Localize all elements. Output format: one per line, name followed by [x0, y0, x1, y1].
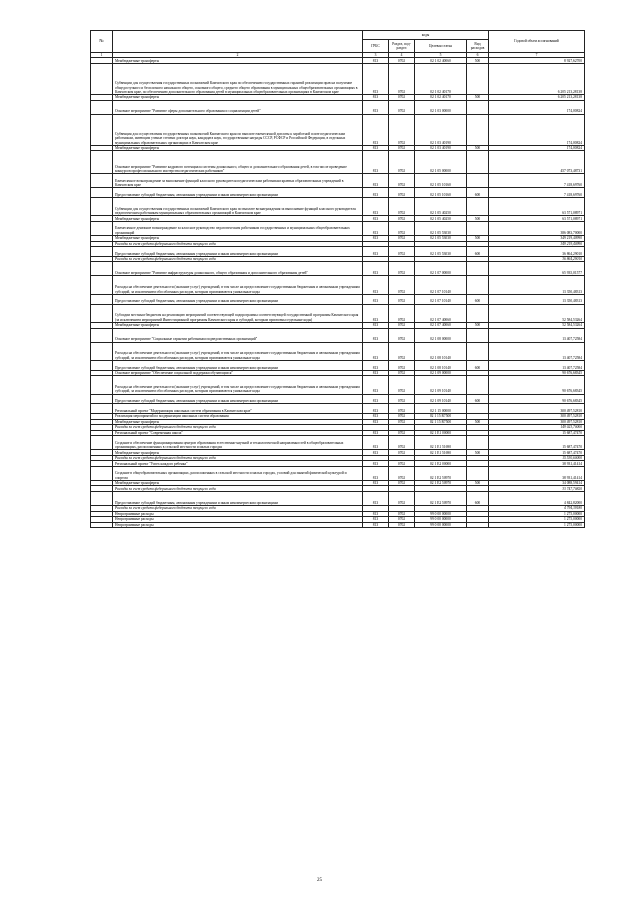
- row-amount-cell: 34 088,59414: [489, 480, 585, 486]
- row-name-cell: Предоставление субсидий бюджетным, автономным учреждениям и иным некоммерческим организациям: [113, 394, 363, 404]
- row-amount-cell: 8 927,62700: [489, 58, 585, 64]
- row-amount-cell: 90 676,68345: [489, 394, 585, 404]
- row-target-cell: 02 1 05 53030: [415, 221, 467, 235]
- column-index-cell: 4: [389, 53, 415, 58]
- row-number-cell: [91, 276, 113, 294]
- table-row: [91, 188, 585, 198]
- row-amount-cell: 52 584,53264: [489, 323, 585, 329]
- budget-table: [90, 30, 585, 528]
- row-target-cell: 02 1 05 53030: [415, 236, 467, 242]
- page-number: 25: [317, 878, 322, 883]
- row-vr-cell: 500: [467, 95, 489, 101]
- row-vr-cell: 500: [467, 58, 489, 64]
- table-row: [91, 151, 585, 174]
- row-vr-cell: 600: [467, 394, 489, 404]
- row-section-cell: 0702: [389, 236, 415, 242]
- row-amount-cell: 300 497,52810: [489, 414, 585, 420]
- row-number-cell: [91, 491, 113, 505]
- table-row: [91, 221, 585, 235]
- column-index-cell: 1: [91, 53, 113, 58]
- row-amount-cell: 63 571,08971: [489, 216, 585, 222]
- row-name-cell: Предоставление субсидий бюджетным, автономным учреждениям и иным некоммерческим организациям: [113, 294, 363, 304]
- row-name-cell: Предоставление субсидий бюджетным, автономным учреждениям и иным некоммерческим организациям: [113, 188, 363, 198]
- row-target-cell: 99 0 00 00000: [415, 511, 467, 517]
- table-row: [91, 294, 585, 304]
- header-vr: Вид расходов: [467, 40, 489, 53]
- row-section-cell: 0702: [389, 198, 415, 216]
- row-number-cell: [91, 522, 113, 528]
- row-target-cell: 02 1 05 40250: [415, 216, 467, 222]
- row-section-cell: 0702: [389, 276, 415, 294]
- header-name-blank: [113, 31, 363, 53]
- row-amount-cell: 90 676,68345: [489, 370, 585, 376]
- row-grbs-cell: 813: [363, 511, 389, 517]
- row-target-cell: 02 1 02 40170: [415, 63, 467, 94]
- row-name-cell: Субсидии местным бюджетам на реализацию мероприятий соответствующей подпрограммы соответствующей государственной программы Камчатского края (за исключением мероприятий Инвестиционной программы Камчатского края и субсидий, которым присвоены отдельные коды): [113, 304, 363, 322]
- row-section-cell: 0702: [389, 174, 415, 188]
- row-vr-cell: [467, 342, 489, 360]
- row-target-cell: 02 1 05 53030: [415, 247, 467, 257]
- row-grbs-cell: 813: [363, 376, 389, 394]
- table-row: [91, 522, 585, 528]
- row-section-cell: 0702: [389, 430, 415, 436]
- row-section-cell: 0702: [389, 491, 415, 505]
- row-vr-cell: 500: [467, 419, 489, 425]
- row-vr-cell: [467, 522, 489, 528]
- row-grbs-cell: 813: [363, 370, 389, 376]
- row-vr-cell: 600: [467, 294, 489, 304]
- row-name-cell: Региональный проект "Модернизация школьных систем образования в Камчатском крае": [113, 404, 363, 414]
- row-name-cell: Субвенции для осуществления государственных полномочий Камчатского края по обеспечению государственных гарантий реализации прав на получение общедоступного и бесплатного начального общего, основного общего, среднего общего образования в муниципальных общеобразовательных организациях в Камчатском крае, по обеспечению дополнительного образования детей в муниципальных общеобразовательных организациях в Камчатском крае: [113, 63, 363, 94]
- row-grbs-cell: 813: [363, 430, 389, 436]
- row-section-cell: 0702: [389, 517, 415, 523]
- table-row: [91, 114, 585, 145]
- row-section-cell: 0702: [389, 95, 415, 101]
- row-number-cell: [91, 328, 113, 342]
- row-grbs-cell: 813: [363, 414, 389, 420]
- row-name-cell: Ежемесячное денежное вознаграждение за классное руководство педагогическим работникам государственных и муниципальных общеобразовательных организаций: [113, 221, 363, 235]
- row-name-cell: Расходы на обеспечение деятельности (оказание услуг) учреждений, в том числе на предоставление государственным бюджетным и автономным учреждениям субсидий, за исключением обособленных расходов, которым присваиваются уникальные коды: [113, 342, 363, 360]
- row-target-cell: 02 1 07 10140: [415, 294, 467, 304]
- row-name-cell: Основное мероприятие "Обеспечение социальной поддержки обучающихся": [113, 370, 363, 376]
- row-target-cell: 02 1 07 40060: [415, 304, 467, 322]
- row-target-cell: 02 1 E1 51690: [415, 436, 467, 450]
- row-vr-cell: 500: [467, 236, 489, 242]
- row-amount-cell: 52 584,53264: [489, 304, 585, 322]
- row-vr-cell: [467, 174, 489, 188]
- row-target-cell: 02 1 08 00000: [415, 328, 467, 342]
- row-target-cell: 02 1 02 40170: [415, 95, 467, 101]
- row-vr-cell: [467, 63, 489, 94]
- row-grbs-cell: 813: [363, 304, 389, 322]
- row-section-cell: 0702: [389, 370, 415, 376]
- row-vr-cell: [467, 100, 489, 114]
- row-number-cell: [91, 294, 113, 304]
- row-name-cell: Межбюджетные трансферты: [113, 236, 363, 242]
- row-name-cell: Субвенция для осуществления государственных полномочий Камчатского края по выплате ежемесячной доплаты к заработной плате педагогическим работникам, имеющим ученые степени доктора наук, кандидата наук, государственные награды СССР, РСФСР и Российской Федерации, в отдельных муниципальных образовательных организациях в Камчатском крае: [113, 114, 363, 145]
- table-row: [91, 262, 585, 276]
- row-amount-cell: 15 687,47470: [489, 450, 585, 456]
- row-name-cell: Межбюджетные трансферты: [113, 58, 363, 64]
- row-grbs-cell: 813: [363, 247, 389, 257]
- row-target-cell: 02 1 05 10160: [415, 174, 467, 188]
- row-section-cell: 0702: [389, 151, 415, 174]
- header-codes: коды: [363, 31, 489, 40]
- row-vr-cell: [467, 276, 489, 294]
- row-target-cell: 02 1 08 10140: [415, 342, 467, 360]
- row-grbs-cell: 813: [363, 221, 389, 235]
- row-section-cell: 0702: [389, 461, 415, 467]
- row-vr-cell: [467, 114, 489, 145]
- row-name-cell: Межбюджетные трансферты: [113, 95, 363, 101]
- row-name-cell: Межбюджетные трансферты: [113, 323, 363, 329]
- row-grbs-cell: 813: [363, 95, 389, 101]
- row-section-cell: 0702: [389, 100, 415, 114]
- row-grbs-cell: 813: [363, 174, 389, 188]
- header-amount: Годовой объем ассигнований: [489, 31, 585, 53]
- row-section-cell: 0702: [389, 323, 415, 329]
- row-section-cell: 0702: [389, 419, 415, 425]
- header-number: №: [91, 31, 113, 53]
- row-vr-cell: [467, 262, 489, 276]
- table-row: [91, 304, 585, 322]
- row-name-cell: Расходы на обеспечение деятельности (оказание услуг) учреждений, в том числе на предоставление государственным бюджетным и автономным учреждениям субсидий, за исключением обособленных расходов, которым присваиваются уникальные коды: [113, 276, 363, 294]
- row-number-cell: [91, 151, 113, 174]
- row-amount-cell: 4 794,39180: [489, 506, 585, 512]
- row-target-cell: 02 1 E1 51690: [415, 450, 467, 456]
- row-number-cell: [91, 304, 113, 322]
- row-target-cell: 02 1 E2 50970: [415, 466, 467, 480]
- row-name-cell: Основное мероприятие "Развитие сферы дополнительного образования и социализации детей": [113, 100, 363, 114]
- row-vr-cell: [467, 436, 489, 450]
- row-target-cell: 02 1 03 00000: [415, 100, 467, 114]
- row-name-cell: Региональный проект "Успех каждого ребенка": [113, 461, 363, 467]
- row-amount-cell: 6 205 213,28138: [489, 95, 585, 101]
- row-vr-cell: [467, 198, 489, 216]
- row-grbs-cell: 813: [363, 342, 389, 360]
- row-section-cell: 0702: [389, 221, 415, 235]
- row-vr-cell: 600: [467, 491, 489, 505]
- row-number-cell: [91, 361, 113, 371]
- row-name-cell: Расходы на обеспечение деятельности (оказание услуг) учреждений, в том числе на предоставление государственным бюджетным и автономным учреждениям субсидий, за исключением обособленных расходов, которым присваиваются уникальные коды: [113, 376, 363, 394]
- row-vr-cell: [467, 221, 489, 235]
- row-section-cell: 0702: [389, 188, 415, 198]
- row-grbs-cell: 813: [363, 491, 389, 505]
- row-amount-cell: 300 497,52810: [489, 419, 585, 425]
- row-name-cell: Создание в общеобразовательных организациях, расположенных в сельской местности и малых городах, условий для занятий физической культурой и спортом: [113, 466, 363, 480]
- column-index-cell: 3: [363, 53, 389, 58]
- header-target: Целевая статья: [415, 40, 467, 53]
- row-grbs-cell: 813: [363, 323, 389, 329]
- row-section-cell: 0702: [389, 304, 415, 322]
- row-section-cell: 0702: [389, 342, 415, 360]
- row-grbs-cell: 813: [363, 236, 389, 242]
- row-target-cell: 02 1 E2 00000: [415, 461, 467, 467]
- row-section-cell: 0702: [389, 394, 415, 404]
- row-target-cell: 02 1 E2 50970: [415, 480, 467, 486]
- table-row: [91, 404, 585, 414]
- row-amount-cell: 174,00824: [489, 145, 585, 151]
- row-section-cell: 0702: [389, 328, 415, 342]
- row-target-cell: 99 0 00 00000: [415, 522, 467, 528]
- row-name-cell: Межбюджетные трансферты: [113, 419, 363, 425]
- row-section-cell: 0702: [389, 480, 415, 486]
- header-grbs: ГРБС: [363, 40, 389, 53]
- row-vr-cell: [467, 328, 489, 342]
- row-amount-cell: 349 219,40990: [489, 236, 585, 242]
- row-grbs-cell: 813: [363, 419, 389, 425]
- table-row: [91, 328, 585, 342]
- row-name-cell: Межбюджетные трансферты: [113, 480, 363, 486]
- row-name-cell: Предоставление субсидий бюджетным, автономным учреждениям и иным некоммерческим организациям: [113, 491, 363, 505]
- row-grbs-cell: 813: [363, 188, 389, 198]
- row-grbs-cell: 813: [363, 522, 389, 528]
- row-target-cell: 02 1 07 40060: [415, 323, 467, 329]
- row-name-cell: Предоставление субсидий бюджетным, автономным учреждениям и иным некоммерческим организациям: [113, 361, 363, 371]
- table-row: [91, 342, 585, 360]
- row-section-cell: 0702: [389, 58, 415, 64]
- row-amount-cell: 15 687,47470: [489, 430, 585, 436]
- row-number-cell: [91, 262, 113, 276]
- row-amount-cell: 174,00824: [489, 100, 585, 114]
- row-section-cell: 0702: [389, 361, 415, 371]
- row-section-cell: 0702: [389, 404, 415, 414]
- row-vr-cell: 500: [467, 216, 489, 222]
- row-target-cell: 02 1 15 R7500: [415, 419, 467, 425]
- row-target-cell: 02 1 08 10140: [415, 361, 467, 371]
- row-number-cell: [91, 376, 113, 394]
- row-section-cell: 0702: [389, 294, 415, 304]
- row-amount-cell: 7 418,69760: [489, 174, 585, 188]
- row-amount-cell: 13 350,48313: [489, 276, 585, 294]
- row-vr-cell: [467, 151, 489, 174]
- row-vr-cell: 600: [467, 247, 489, 257]
- row-amount-cell: 6 205 213,28138: [489, 63, 585, 94]
- row-section-cell: 0702: [389, 511, 415, 517]
- row-amount-cell: 13 407,72584: [489, 342, 585, 360]
- row-section-cell: 0702: [389, 522, 415, 528]
- row-vr-cell: [467, 404, 489, 414]
- row-target-cell: 02 1 03 40190: [415, 114, 467, 145]
- table-row: [91, 174, 585, 188]
- row-name-cell: Расходы за счет средств федерального бюджета текущего года: [113, 256, 363, 262]
- row-name-cell: Создание и обеспечение функционирования центров образования естественно-научной и технологической направленностей в общеобразовательных организациях, расположенных в сельской местности и малых городах: [113, 436, 363, 450]
- row-number-cell: [91, 394, 113, 404]
- row-target-cell: 02 1 05 10160: [415, 188, 467, 198]
- column-index-cell: 5: [415, 53, 467, 58]
- row-grbs-cell: 813: [363, 517, 389, 523]
- column-index-cell: 2: [113, 53, 363, 58]
- row-vr-cell: 600: [467, 361, 489, 371]
- row-name-cell: Непрограммные расходы: [113, 517, 363, 523]
- table-row: [91, 100, 585, 114]
- row-amount-cell: 33 747,70820: [489, 486, 585, 492]
- row-number-cell: [91, 247, 113, 257]
- row-grbs-cell: 813: [363, 404, 389, 414]
- row-grbs-cell: 813: [363, 480, 389, 486]
- row-name-cell: Ежемесячное вознаграждение за выполнение функций классного руководителя педагогическим работникам краевых образовательных учреждений в Камчатском крае: [113, 174, 363, 188]
- row-amount-cell: 13 407,72584: [489, 328, 585, 342]
- row-target-cell: 02 1 09 10140: [415, 376, 467, 394]
- row-vr-cell: [467, 376, 489, 394]
- table-row: [91, 361, 585, 371]
- table-row: [91, 491, 585, 505]
- row-grbs-cell: 813: [363, 198, 389, 216]
- row-section-cell: 0702: [389, 145, 415, 151]
- row-section-cell: 0702: [389, 262, 415, 276]
- row-amount-cell: 36 864,29010: [489, 247, 585, 257]
- row-vr-cell: 500: [467, 323, 489, 329]
- row-target-cell: 02 1 02 40060: [415, 58, 467, 64]
- row-vr-cell: 500: [467, 145, 489, 151]
- row-target-cell: 02 1 15 00000: [415, 404, 467, 414]
- row-amount-cell: 15 687,47470: [489, 436, 585, 450]
- row-grbs-cell: 813: [363, 262, 389, 276]
- row-number-cell: [91, 100, 113, 114]
- row-grbs-cell: 813: [363, 361, 389, 371]
- row-amount-cell: 63 571,08971: [489, 198, 585, 216]
- row-name-cell: Межбюджетные трансферты: [113, 216, 363, 222]
- row-name-cell: Расходы за счет средств федерального бюджета текущего года: [113, 425, 363, 431]
- row-grbs-cell: 813: [363, 394, 389, 404]
- column-index-cell: 7: [489, 53, 585, 58]
- row-number-cell: [91, 466, 113, 480]
- row-name-cell: Непрограммные расходы: [113, 511, 363, 517]
- row-name-cell: Межбюджетные трансферты: [113, 145, 363, 151]
- row-target-cell: 02 1 03 40190: [415, 145, 467, 151]
- row-name-cell: Региональный проект "Современная школа": [113, 430, 363, 436]
- row-section-cell: 0702: [389, 114, 415, 145]
- row-number-cell: [91, 63, 113, 94]
- row-name-cell: Субвенции для осуществления государственных полномочий Камчатского края по выплате вознаграждения за выполнение функций классного руководителя педагогическим работникам муниципальных образовательных организаций в Камчатском крае: [113, 198, 363, 216]
- row-name-cell: Реализация мероприятий по модернизации школьных систем образования: [113, 414, 363, 420]
- row-amount-cell: 13 407,72584: [489, 361, 585, 371]
- row-amount-cell: 65 935,01577: [489, 262, 585, 276]
- row-amount-cell: 1 275,00000: [489, 511, 585, 517]
- row-amount-cell: 457 073,48731: [489, 151, 585, 174]
- row-number-cell: [91, 198, 113, 216]
- row-target-cell: 02 1 05 40250: [415, 198, 467, 216]
- row-section-cell: 0702: [389, 376, 415, 394]
- row-grbs-cell: 813: [363, 63, 389, 94]
- row-target-cell: 02 1 15 R7500: [415, 414, 467, 420]
- row-target-cell: 02 1 07 10140: [415, 276, 467, 294]
- row-amount-cell: 38 931,41414: [489, 461, 585, 467]
- row-number-cell: [91, 221, 113, 235]
- row-amount-cell: 36 864,29010: [489, 256, 585, 262]
- row-grbs-cell: 813: [363, 294, 389, 304]
- budget-table-page: [90, 30, 584, 528]
- row-grbs-cell: 813: [363, 436, 389, 450]
- row-grbs-cell: 813: [363, 114, 389, 145]
- row-section-cell: 0702: [389, 414, 415, 420]
- table-row: [91, 247, 585, 257]
- row-grbs-cell: 813: [363, 461, 389, 467]
- row-section-cell: 0702: [389, 466, 415, 480]
- row-name-cell: Предоставление субсидий бюджетным, автономным учреждениям и иным некоммерческим организациям: [113, 247, 363, 257]
- row-section-cell: 0702: [389, 247, 415, 257]
- row-name-cell: Расходы за счет средств федерального бюджета текущего года: [113, 506, 363, 512]
- row-grbs-cell: 813: [363, 216, 389, 222]
- table-row: [91, 63, 585, 94]
- row-grbs-cell: 813: [363, 145, 389, 151]
- row-vr-cell: 500: [467, 450, 489, 456]
- row-grbs-cell: 813: [363, 100, 389, 114]
- row-name-cell: Межбюджетные трансферты: [113, 450, 363, 456]
- row-amount-cell: 15 530,60000: [489, 455, 585, 461]
- row-target-cell: 02 1 07 00000: [415, 262, 467, 276]
- row-grbs-cell: 813: [363, 450, 389, 456]
- row-number-cell: [91, 342, 113, 360]
- row-name-cell: Основное мероприятие "Развитие кадрового потенциала системы дошкольного, общего и дополнительного образования детей, в том числе проведение конкурсов профессионального мастерства педагогических работников": [113, 151, 363, 174]
- row-target-cell: 02 1 09 10140: [415, 394, 467, 404]
- row-amount-cell: 300 497,52810: [489, 404, 585, 414]
- header-section: Раздел, под-раздел: [389, 40, 415, 53]
- row-amount-cell: 386 083,70000: [489, 221, 585, 235]
- row-amount-cell: 149 023,70000: [489, 425, 585, 431]
- table-row: [91, 466, 585, 480]
- row-amount-cell: 7 418,69760: [489, 188, 585, 198]
- row-amount-cell: 38 931,41414: [489, 466, 585, 480]
- row-amount-cell: 13 350,48313: [489, 294, 585, 304]
- row-amount-cell: 349 219,40990: [489, 241, 585, 247]
- table-row: [91, 198, 585, 216]
- table-row: [91, 436, 585, 450]
- row-grbs-cell: 813: [363, 328, 389, 342]
- row-section-cell: 0702: [389, 450, 415, 456]
- row-number-cell: [91, 188, 113, 198]
- table-row: [91, 376, 585, 394]
- row-amount-cell: 1 275,00000: [489, 522, 585, 528]
- row-amount-cell: 4 842,82000: [489, 491, 585, 505]
- row-number-cell: [91, 174, 113, 188]
- row-target-cell: 99 0 00 00000: [415, 517, 467, 523]
- row-target-cell: 02 1 E1 00000: [415, 430, 467, 436]
- row-number-cell: [91, 404, 113, 414]
- row-amount-cell: 1 275,00000: [489, 517, 585, 523]
- row-grbs-cell: 813: [363, 276, 389, 294]
- table-row: [91, 276, 585, 294]
- row-name-cell: Основное мероприятие "Развитие инфраструктуры дошкольного, общего образования и дополнительного образования детей": [113, 262, 363, 276]
- row-number-cell: [91, 114, 113, 145]
- row-amount-cell: 90 676,68345: [489, 376, 585, 394]
- row-name-cell: Расходы за счет средств федерального бюджета текущего года: [113, 486, 363, 492]
- row-target-cell: 02 1 05 00000: [415, 151, 467, 174]
- row-grbs-cell: 813: [363, 466, 389, 480]
- row-name-cell: Расходы за счет средств федерального бюджета текущего года: [113, 455, 363, 461]
- row-name-cell: Основное мероприятие "Социальные гарантии работникам подведомственных организаций": [113, 328, 363, 342]
- row-grbs-cell: 813: [363, 151, 389, 174]
- row-section-cell: 0702: [389, 216, 415, 222]
- row-amount-cell: 174,00824: [489, 114, 585, 145]
- row-target-cell: 02 1 E2 50970: [415, 491, 467, 505]
- row-number-cell: [91, 436, 113, 450]
- table-body: [91, 58, 585, 528]
- row-grbs-cell: 813: [363, 58, 389, 64]
- row-vr-cell: 600: [467, 188, 489, 198]
- column-index-cell: 6: [467, 53, 489, 58]
- row-name-cell: Расходы за счет средств федерального бюджета текущего года: [113, 241, 363, 247]
- row-vr-cell: 500: [467, 480, 489, 486]
- row-vr-cell: [467, 466, 489, 480]
- table-row: [91, 394, 585, 404]
- row-name-cell: Непрограммные расходы: [113, 522, 363, 528]
- row-target-cell: 02 1 09 00000: [415, 370, 467, 376]
- row-section-cell: 0702: [389, 63, 415, 94]
- row-vr-cell: [467, 304, 489, 322]
- row-section-cell: 0702: [389, 436, 415, 450]
